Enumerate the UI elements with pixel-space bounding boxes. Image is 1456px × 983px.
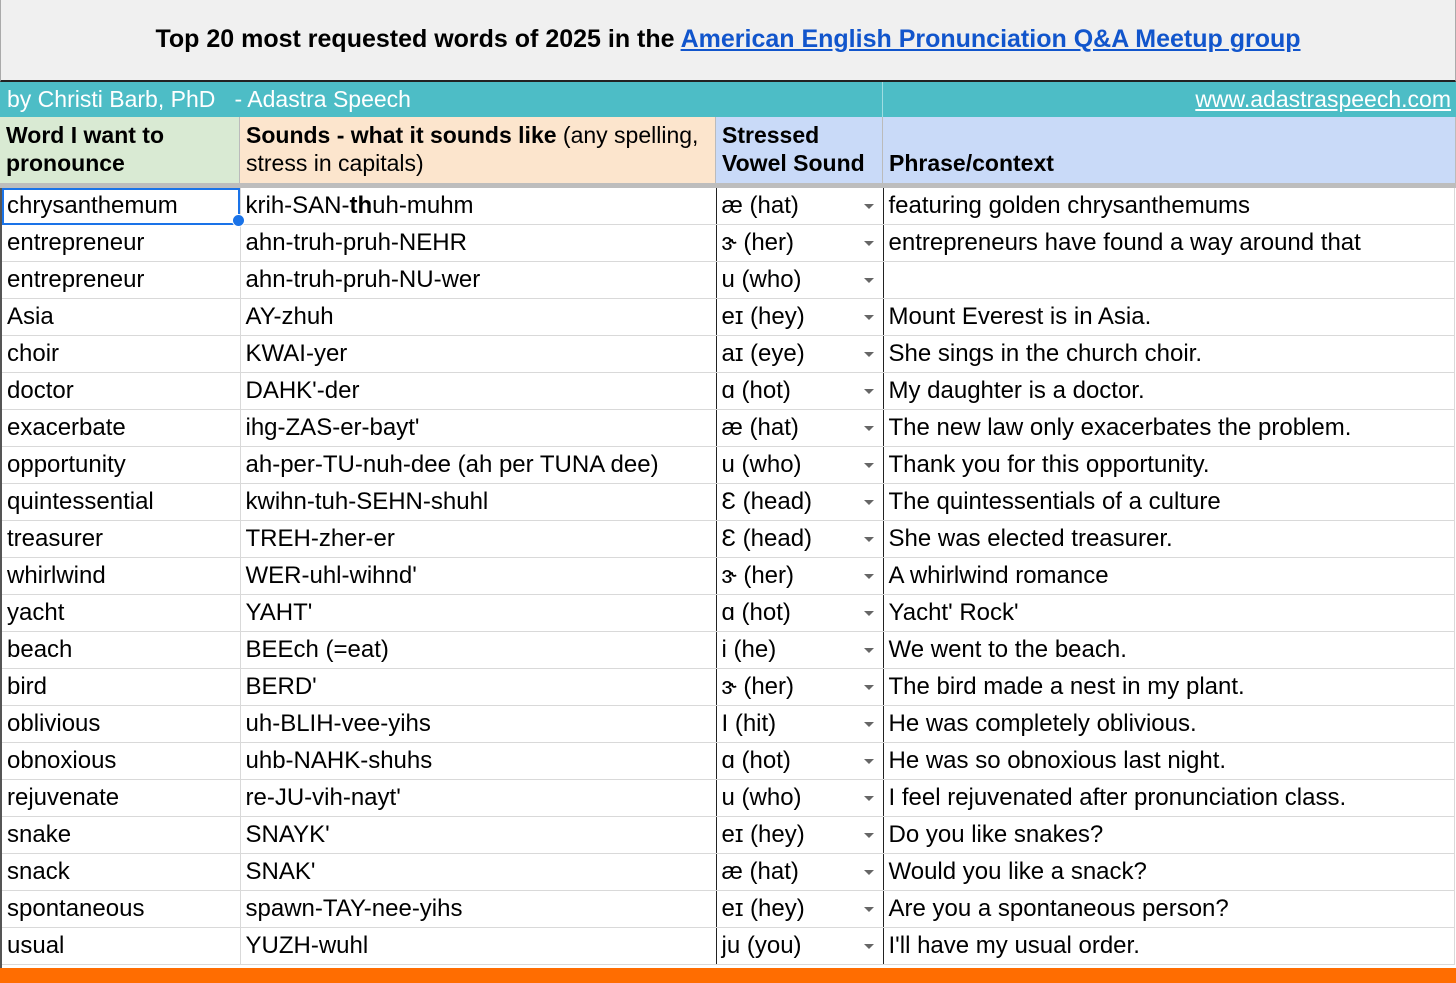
sounds-text: spawn-TAY-nee-yihs [245,895,463,922]
word-cell[interactable]: spontaneous [2,891,240,928]
table-row [2,817,1454,854]
byline-divider [882,82,883,117]
header-sounds-bold: Sounds - what it sounds like [246,122,557,148]
phrase-cell[interactable]: He was so obnoxious last night. [883,743,1454,780]
sounds-cell[interactable] [240,447,716,484]
sounds-text: KWAI-yer [245,340,348,367]
author-text: by Christi Barb, PhD - Adastra Speech [7,86,411,112]
header-word[interactable]: Word I want to pronounce [0,117,240,183]
sounds-text: BEEch (=eat) [245,636,389,663]
phrase-cell[interactable]: She sings in the church choir. [883,336,1454,373]
word-cell[interactable]: treasurer [2,521,240,558]
table-row [2,188,1454,225]
vowel-value: I (hit) [721,710,777,737]
chevron-down-icon[interactable] [864,944,874,949]
word-cell[interactable]: snack [2,854,240,891]
sounds-cell[interactable] [240,336,716,373]
vowel-dropdown-cell[interactable] [716,891,883,928]
phrase-cell[interactable]: A whirlwind romance [883,558,1454,595]
sounds-text: ahn-truh-pruh-NEHR [245,229,467,256]
sounds-cell[interactable] [240,928,716,965]
word-cell[interactable]: doctor [2,373,240,410]
vowel-value: Ɛ (head) [721,525,813,552]
table-row [2,891,1454,928]
sounds-cell[interactable] [240,558,716,595]
chevron-down-icon[interactable] [864,611,874,616]
vowel-dropdown-cell[interactable] [716,373,883,410]
vowel-dropdown-cell[interactable] [716,706,883,743]
sounds-cell[interactable] [240,743,716,780]
header-sounds-note: (any spelling, stress in capitals) [246,122,699,176]
sounds-cell[interactable] [240,595,716,632]
table-row [2,447,1454,484]
vowel-dropdown-cell[interactable] [716,928,883,965]
table-row [2,669,1454,706]
vowel-value: ɝ (her) [721,229,794,256]
table-row [2,780,1454,817]
sounds-text: re-JU-vih-nayt' [245,784,401,811]
vowel-value: Ɛ (head) [721,488,813,515]
sounds-cell[interactable] [240,521,716,558]
table-row [2,299,1454,336]
word-cell[interactable]: snake [2,817,240,854]
vowel-dropdown-cell[interactable] [716,521,883,558]
chevron-down-icon[interactable] [864,463,874,468]
sounds-text: WER-uhl-wihnd' [245,562,417,589]
vowel-dropdown-cell[interactable] [716,817,883,854]
phrase-cell[interactable]: I feel rejuvenated after pronunciation class. [883,780,1454,817]
website-link[interactable]: www.adastraspeech.com [1195,86,1451,112]
table-row [2,225,1454,262]
meetup-group-link[interactable]: American English Pronunciation Q&A Meetup group [680,25,1301,53]
table-row [2,595,1454,632]
chevron-down-icon[interactable] [864,722,874,727]
header-phrase[interactable]: Phrase/context [883,117,1456,183]
vowel-dropdown-cell[interactable] [716,669,883,706]
phrase-cell[interactable]: Would you like a snack? [883,854,1454,891]
vowel-value: ju (you) [721,932,802,959]
table-row [2,336,1454,373]
word-cell[interactable]: yacht [2,595,240,632]
sounds-cell[interactable] [240,262,716,299]
word-cell[interactable]: choir [2,336,240,373]
sounds-text: uh-BLIH-vee-yihs [245,710,431,737]
vowel-dropdown-cell[interactable] [716,743,883,780]
chevron-down-icon[interactable] [864,241,874,246]
vowel-dropdown-cell[interactable] [716,225,883,262]
chevron-down-icon[interactable] [864,315,874,320]
table-row [2,262,1454,299]
table-row [2,484,1454,521]
table-row [2,632,1454,669]
vowel-value: æ (hat) [721,414,799,441]
table-row [2,373,1454,410]
bottom-border-bar [0,968,1456,983]
word-cell[interactable]: entrepreneur [2,225,240,262]
vowel-dropdown-cell[interactable] [716,299,883,336]
vowel-dropdown-cell[interactable] [716,854,883,891]
phrase-cell[interactable]: Do you like snakes? [883,817,1454,854]
vowel-value: ɝ (her) [721,562,794,589]
sounds-text: SNAYK' [245,821,330,848]
vowel-dropdown-cell[interactable] [716,780,883,817]
title-prefix: Top 20 most requested words of 2025 in the [155,25,681,53]
sounds-text: ihg-ZAS-er-bayt' [245,414,420,441]
sounds-cell[interactable] [240,299,716,336]
table-row [2,743,1454,780]
word-cell[interactable]: whirlwind [2,558,240,595]
sounds-cell[interactable] [240,373,716,410]
word-cell[interactable]: rejuvenate [2,780,240,817]
word-cell[interactable]: obnoxious [2,743,240,780]
vowel-value: eɪ (hey) [721,303,805,330]
chevron-down-icon[interactable] [864,389,874,394]
vowel-dropdown-cell[interactable] [716,336,883,373]
phrase-cell[interactable]: The bird made a nest in my plant. [883,669,1454,706]
table-row [2,521,1454,558]
chevron-down-icon[interactable] [864,500,874,505]
sounds-text: krih-SAN- [245,192,350,219]
sounds-bold-text: th [349,192,373,219]
byline-row [0,82,1456,117]
vowel-dropdown-cell[interactable] [716,447,883,484]
vowel-dropdown-cell[interactable] [716,262,883,299]
chevron-down-icon[interactable] [864,907,874,912]
word-cell[interactable]: chrysanthemum [2,188,240,225]
sounds-text: ah-per-TU-nuh-dee (ah per TUNA dee) [245,451,659,478]
phrase-cell[interactable]: Thank you for this opportunity. [883,447,1454,484]
vowel-dropdown-cell[interactable] [716,595,883,632]
phrase-cell[interactable]: I'll have my usual order. [883,928,1454,965]
word-cell[interactable]: beach [2,632,240,669]
vowel-dropdown-cell[interactable] [716,558,883,595]
sounds-cell[interactable] [240,854,716,891]
vowel-value: u (who) [721,451,802,478]
chevron-down-icon[interactable] [864,352,874,357]
sounds-cell[interactable] [240,669,716,706]
chevron-down-icon[interactable] [864,574,874,579]
table-row [2,928,1454,965]
sounds-text: SNAK' [245,858,316,885]
chevron-down-icon[interactable] [864,833,874,838]
vowel-value: ɑ (hot) [721,747,791,774]
chevron-down-icon[interactable] [864,648,874,653]
vowel-value: eɪ (hey) [721,821,805,848]
sounds-cell[interactable] [240,188,716,225]
vowel-value: u (who) [721,266,802,293]
vowel-value: æ (hat) [721,192,799,219]
word-cell[interactable]: exacerbate [2,410,240,447]
phrase-cell[interactable] [883,262,1454,299]
chevron-down-icon[interactable] [864,204,874,209]
sounds-cell[interactable] [240,225,716,262]
vowel-dropdown-cell[interactable] [716,410,883,447]
vowel-value: eɪ (hey) [721,895,805,922]
sounds-cell[interactable] [240,484,716,521]
sounds-cell[interactable] [240,706,716,743]
sounds-text-end: uh-muhm [372,192,474,219]
sounds-text: BERD' [245,673,317,700]
word-cell[interactable]: quintessential [2,484,240,521]
chevron-down-icon[interactable] [864,759,874,764]
selection-fill-handle[interactable] [232,214,245,227]
phrase-cell[interactable]: featuring golden chrysanthemums [883,188,1454,225]
vowel-value: æ (hat) [721,858,799,885]
sounds-text: YAHT' [245,599,313,626]
sounds-text: TREH-zher-er [245,525,395,552]
table-row [2,410,1454,447]
phrase-cell[interactable]: My daughter is a doctor. [883,373,1454,410]
vowel-dropdown-cell[interactable] [716,484,883,521]
word-cell[interactable]: bird [2,669,240,706]
vowel-value: i (he) [721,636,777,663]
vowel-dropdown-cell[interactable] [716,632,883,669]
pronunciation-table [2,188,1455,965]
vowel-dropdown-cell[interactable] [716,188,883,225]
chevron-down-icon[interactable] [864,426,874,431]
word-cell[interactable]: entrepreneur [2,262,240,299]
chevron-down-icon[interactable] [864,870,874,875]
table-row [2,706,1454,743]
vowel-value: u (who) [721,784,802,811]
sounds-text: kwihn-tuh-SEHN-shuhl [245,488,489,515]
word-cell[interactable]: usual [2,928,240,965]
table-row [2,558,1454,595]
sounds-cell[interactable] [240,410,716,447]
phrase-cell[interactable]: The quintessentials of a culture [883,484,1454,521]
sounds-cell[interactable] [240,632,716,669]
chevron-down-icon[interactable] [864,278,874,283]
phrase-cell[interactable]: We went to the beach. [883,632,1454,669]
sounds-cell[interactable] [240,891,716,928]
sheet-title [0,0,1456,82]
word-cell[interactable]: Asia [2,299,240,336]
sounds-cell[interactable] [240,780,716,817]
vowel-value: ɑ (hot) [721,599,791,626]
sounds-cell[interactable] [240,817,716,854]
phrase-cell[interactable]: Mount Everest is in Asia. [883,299,1454,336]
phrase-cell[interactable]: Are you a spontaneous person? [883,891,1454,928]
sounds-text: DAHK'-der [245,377,360,404]
word-cell[interactable]: opportunity [2,447,240,484]
vowel-value: ɑ (hot) [721,377,791,404]
phrase-cell[interactable]: The new law only exacerbates the problem. [883,410,1454,447]
word-cell[interactable]: oblivious [2,706,240,743]
chevron-down-icon[interactable] [864,796,874,801]
phrase-cell[interactable]: entrepreneurs have found a way around that [883,225,1454,262]
phrase-cell[interactable]: He was completely oblivious. [883,706,1454,743]
sounds-text: ahn-truh-pruh-NU-wer [245,266,481,293]
chevron-down-icon[interactable] [864,537,874,542]
header-vowel[interactable]: Stressed Vowel Sound [716,117,883,183]
sounds-text: YUZH-wuhl [245,932,369,959]
phrase-cell[interactable]: Yacht' Rock' [883,595,1454,632]
sounds-text: uhb-NAHK-shuhs [245,747,433,774]
table-row [2,854,1454,891]
sounds-text: AY-zhuh [245,303,334,330]
chevron-down-icon[interactable] [864,685,874,690]
vowel-value: aɪ (eye) [721,340,805,367]
header-sounds[interactable] [240,117,716,183]
vowel-value: ɝ (her) [721,673,794,700]
phrase-cell[interactable]: She was elected treasurer. [883,521,1454,558]
